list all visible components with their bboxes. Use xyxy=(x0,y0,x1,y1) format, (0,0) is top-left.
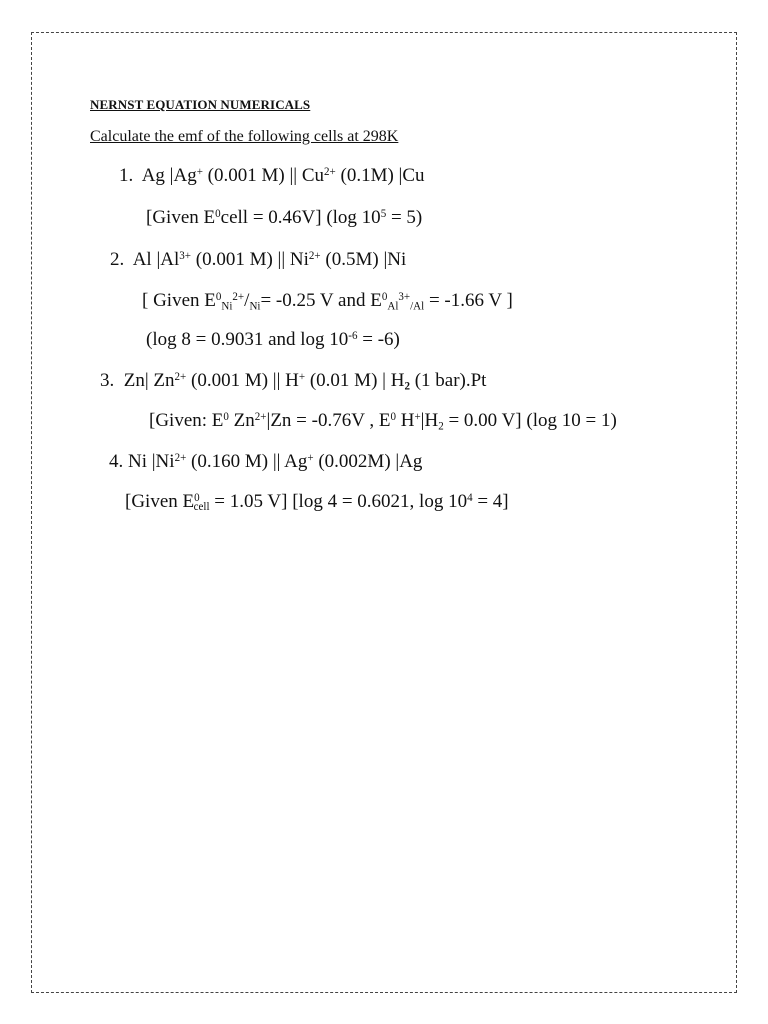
problem-2-logs: (log 8 = 0.9031 and $\log 10^{-6} = -6$) xyxy=(146,329,400,350)
problem-2-number: 2. xyxy=(110,249,125,270)
problem-4-cell: 4. Ni $|Ni^{2+}$ (0.160 M) || Ag+ (0.002M) |Ag xyxy=(109,451,423,472)
problem-1-number: 1. xyxy=(119,165,134,186)
document-intro: Calculate the emf of the following cells at 298K xyxy=(90,128,399,145)
problem-1-cell: 1. Ag |Ag+ (0.001 M) || $Cu^{2+}$ (0.1M) |Cu xyxy=(119,165,425,186)
problem-4-given: [Given $E^0_{cell} = 1.05$ V] [log 4 = 0.6021, $\log 10^4 = 4$] xyxy=(125,491,509,514)
problem-3-given: [Given: $E^0$ $Zn^{2+}|Zn = -0.76V$ , $E^0$ $H^+|H_2 = 0.00$ V] (log 10 = 1) xyxy=(149,410,617,433)
problem-1-given: [Given $E^0cell = 0.46V$] (log $10^5 = 5$) xyxy=(146,207,423,228)
problem-3-number: 3. xyxy=(100,370,115,391)
problem-2-cell: 2. Al $|Al^{3+}$ (0.001 M) || $Ni^{2+}$ (0.5M) |Ni xyxy=(110,249,407,270)
document-heading: NERNST EQUATION NUMERICALS xyxy=(90,97,311,112)
problem-2-given: [ Given $E^0_{Ni}^{2+}/_{Ni}= -0.25$ V and $E^0_{Al}^{3+}_{/Al} = -1.66$ V ] xyxy=(142,290,513,313)
problem-3-cell: 3. Zn| $Zn^{2+}$ (0.001 M) || H+ (0.01 M) | $H_2$ (1 bar).Pt xyxy=(100,370,487,393)
problem-4-number: 4. xyxy=(109,451,124,472)
